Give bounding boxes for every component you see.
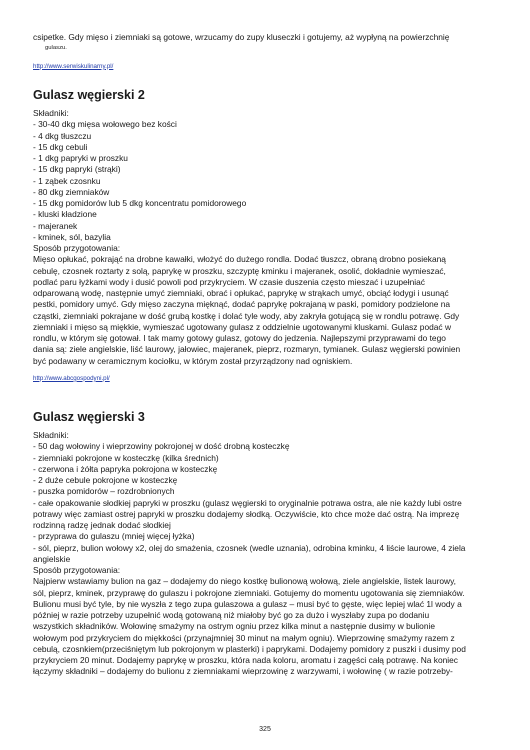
recipe-3 xyxy=(33,410,501,678)
list-item: - puszka pomidorów – rozdrobnionych xyxy=(33,486,175,497)
source-link[interactable]: http://www.serwiskulinarny.pl/ xyxy=(33,62,114,70)
text-line: cebulą, czosnkiem(przeciśniętym lub pokrojonym w plasterki) i paprykami. Dodajemy pomidory z puszki i dusimy pod xyxy=(33,643,466,654)
text-line: cząstki, ziemniaki pokrajane w dość grubą kostkę i dolać tyle wody, aby zakryła gotującą się w rondlu potrawę. Gdy xyxy=(33,310,460,321)
text-line: ziemniaki i mięso są miękkie, wymieszać ugotowany gulasz z oddzielnie ugotowanymi kluskami. Gulasz podać w xyxy=(33,321,451,332)
list-item: - 30-40 dkg mięsa wołowego bez kości xyxy=(33,119,177,130)
list-item: - przyprawa do gulaszu (mniej więcej łyżka) xyxy=(33,531,195,542)
text-line: dania są: ziele angielskie, liść laurowy, jałowiec, majeranek, pieprz, rozmaryn, tymianek. Gulasz węgierski powinien xyxy=(33,344,461,355)
list-item: Składniki: xyxy=(33,430,69,440)
list-item: - ziemniaki pokrojone w kosteczkę (kilka średnich) xyxy=(33,452,219,463)
text-line: Bulionu musi być tyle, by nie wyszła z tego zupa gulaszowa a gulasz – musi być to gęste, więc lepiej wlać 1l wody a xyxy=(33,598,462,609)
text-line: Mięso opłukać, pokrająć na drobne kawałki, włożyć do dużego rondla. Dodać tłuszcz, obraną drobno posiekaną xyxy=(33,254,446,265)
text-line: odparowaną wodę, następnie umyć ziemniaki, obrać i opłukać, paprykę w strąkach umyć, obciąć łodygi i usunąć xyxy=(33,288,449,298)
list-item: - 1 ząbek czosnku xyxy=(33,175,101,186)
text-line: później w razie potrzeby uzupełnić wodą gotowaną niż miałoby być go za dużo i wyszłaby zupa po dodaniu xyxy=(33,610,430,620)
text-line: rondlu, w którym się gotował. I tak mamy gotowy gulasz, gotowy do jedzenia. Najlepszymi przyprawami do tego xyxy=(33,333,446,343)
list-item: Składniki: xyxy=(33,108,69,118)
list-item: - 1 dkg papryki w proszku xyxy=(33,153,128,163)
text-line: przykryciem 20 minut. Dodajemy paprykę w proszku, która nada koloru, aromatu i zagęści całą potrawę. Na koniec xyxy=(33,655,458,665)
text-line: być podawany w ceramicznym kociołku, w którym został przyrządzony nad ogniskiem. xyxy=(33,355,353,366)
list-item: rodzinną radzę jednak dodać słodkiej xyxy=(33,520,171,530)
text-line: podlać paru łyżkami wody i dusić powoli pod przykryciem. W czasie duszenia często mieszać i uzupełniać xyxy=(33,276,425,287)
previous-recipe-ending xyxy=(33,32,501,73)
list-item: - 15 dkg cebuli xyxy=(33,141,88,152)
list-item: Sposób przygotowania: xyxy=(33,565,121,575)
list-item: angielskie xyxy=(33,553,71,564)
list-item: Sposób przygotowania: xyxy=(33,243,121,253)
list-item: - sól, pieprz, bulion wołowy x2, olej do smażenia, czosnek (wedle uznania), odrobina kminku, 4 liście laurowe, 4 ziela xyxy=(33,542,466,553)
list-item: potrawy więc zamiast ostrej papryki w proszku dodajemy słodką. Oczywiście, kto chce może dać ostrą. Na imprezę xyxy=(33,508,460,519)
text-line: Najpierw wstawiamy bulion na gaz – dodajemy do niego kostkę bulionową wołową, ziele angielskie, listek laurowy, xyxy=(33,576,457,587)
list-item: - 50 dag wołowiny i wieprzowiny pokrojonej w dość drobną kosteczkę xyxy=(33,441,290,452)
text-line: wołowym pod przykryciem do miękkości (przynajmniej 30 minut na małym ogniu). Wieprzowinę smażymy razem z xyxy=(33,632,455,643)
ingredients-list xyxy=(33,430,501,576)
list-item: - 4 dkg tłuszczu xyxy=(33,130,92,141)
method-text xyxy=(33,576,501,677)
ingredients-list xyxy=(33,108,501,254)
list-item: - majeranek xyxy=(33,220,78,231)
list-item: - 15 dkg pomidorów lub 5 dkg koncentratu pomidorowego xyxy=(33,198,247,208)
list-item: - kluski kładzione xyxy=(33,209,97,220)
recipe-title: Gulasz węgierski 2 xyxy=(33,88,145,102)
text-line: wszystkich składników. Wołowinę smażymy na ostrym ogniu przez kilka minut a następnie dusimy w bulionie xyxy=(33,621,436,632)
list-item: - kminek, sól, bazylia xyxy=(33,231,111,242)
text-line: sól, pieprz, kminek, przyprawę do gulaszu i pokrojone ziemniaki. Gotujemy do momentu ugotowania się ziemniaków. xyxy=(33,587,465,598)
text-line: gulaszu. xyxy=(45,45,67,52)
list-item: - czerwona i żółta papryka pokrojona w kosteczkę xyxy=(33,463,218,474)
text-line: łączymy składniki – dodajemy do bulionu z ziemniakami wieprzowinę z warzywami, i wołowinę ( w razie potrzeby- xyxy=(33,666,453,677)
list-item: - 80 dkg ziemniaków xyxy=(33,186,110,197)
recipe-2 xyxy=(33,88,501,385)
page-number: 325 xyxy=(259,726,271,733)
text-line: csipetke. Gdy mięso i ziemniaki są gotowe, wrzucamy do zupy kluseczki i gotujemy, aż wypłyną na powierzchnię xyxy=(33,32,450,42)
source-link[interactable]: http://www.abcgospodyni.pl/ xyxy=(33,374,110,382)
list-item: - 15 dkg papryki (strąki) xyxy=(33,164,121,175)
list-item: - 2 duże cebule pokrojone w kosteczkę xyxy=(33,475,178,485)
text-line: pestki, pomidory umyć. Gdy mięso zaczyna mięknąć, dodać paprykę pokrajaną w paski, pomidory podzielone na xyxy=(33,299,451,310)
text-line: cebulę, czosnek roztarty z solą, paprykę w proszku, szczyptę kminku i majeranek, osolić, dokładnie wymieszać, xyxy=(33,265,446,276)
list-item: - całe opakowanie słodkiej papryki w proszku (gulasz węgierski to oryginalnie potrawa ostra, ale nie każdy lubi ostre xyxy=(33,497,462,508)
recipe-title: Gulasz węgierski 3 xyxy=(33,410,145,424)
method-text xyxy=(33,254,501,367)
